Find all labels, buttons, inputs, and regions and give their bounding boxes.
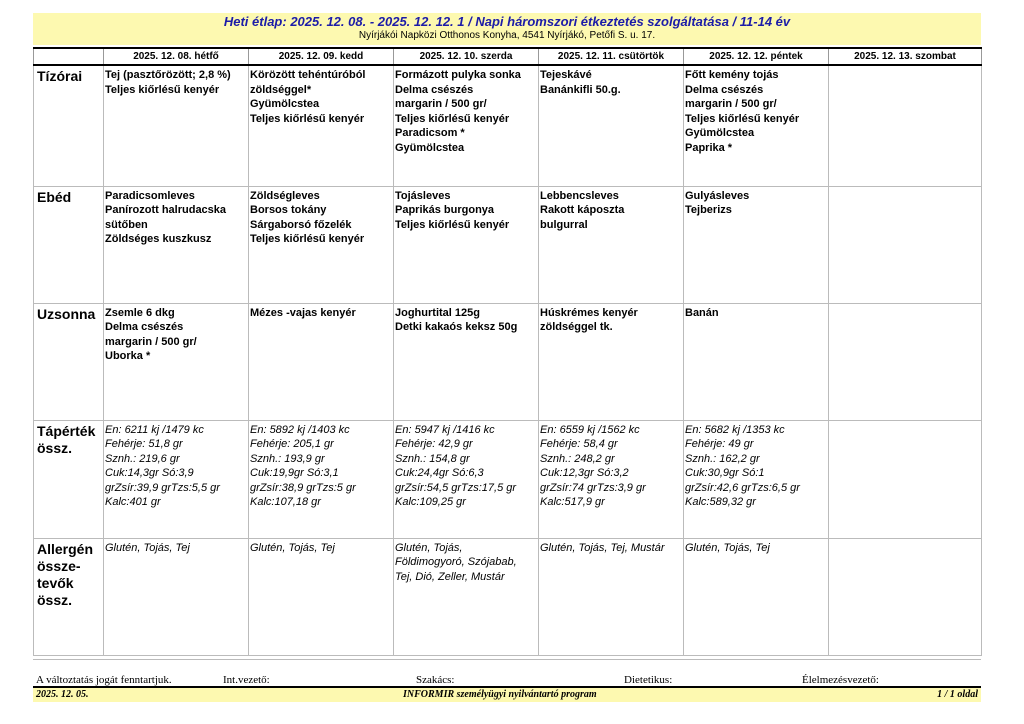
menu-item: Fehérje: 205,1 gr [250,438,334,451]
menu-cell [104,420,249,538]
menu-item: Sárgaborsó főzelék [250,218,352,231]
menu-cell [249,538,394,655]
menu-item: Tej (pasztőrözött; 2,8 %) [105,69,231,81]
menu-item: Banánkifli 50.g. [540,83,621,96]
menu-item: En: 6559 kj /1562 kc [540,423,640,436]
meal-label-line: tevők [37,574,74,591]
menu-item: Delma csészés [395,83,474,96]
menu-item: Sznh.: 154,8 gr [395,452,470,465]
menu-item: Húskrémes kenyér [540,306,638,319]
page-number: 1 / 1 oldal [937,689,978,700]
menu-item: Detki kakaós keksz 50g [395,321,518,334]
meal-label-line: Ebéd [37,188,72,205]
meal-label-line: Allergén [37,540,94,557]
menu-item: Fehérje: 58,4 gr [540,438,618,451]
meal-label-line: össz. [37,439,73,456]
menu-item: En: 5892 kj /1403 kc [250,423,350,436]
menu-item: En: 5682 kj /1353 kc [685,423,785,436]
menu-item: margarin / 500 gr/ [395,98,487,111]
menu-item: Teljes kiőrlésű kenyér [395,218,510,231]
menu-item: Cuk:12,3gr Só:3,2 [540,467,629,480]
menu-item: Joghurtital 125g [395,306,480,319]
menu-cell [539,303,684,420]
menu-item: margarin / 500 gr/ [685,98,777,111]
signature-divider [33,659,981,660]
day-header: 2025. 12. 10. szerda [394,48,539,65]
menu-cell [394,538,539,655]
meal-row-allergen [34,538,982,655]
day-header: 2025. 12. 11. csütörtök [539,48,684,65]
menu-item: Kalc:107,18 gr [250,496,321,509]
menu-item: Glutén, Tojás, Tej [105,541,190,554]
menu-cell [829,303,982,420]
menu-item: Fehérje: 49 gr [685,438,754,451]
menu-item: En: 6211 kj /1479 kc [105,423,204,436]
meal-label [34,420,104,538]
menu-item: Sznh.: 193,9 gr [250,452,325,465]
meal-row-tizorai [34,65,982,186]
menu-cell [539,538,684,655]
menu-cell [684,420,829,538]
menu-cell [104,65,249,186]
menu-item: Rakott káposzta [540,204,625,217]
menu-cell [394,186,539,303]
meal-label-line: Tízórai [37,68,83,84]
dietitian-signature-label: Dietetikus: [624,674,673,686]
menu-item: Paprika * [685,141,733,154]
menu-cell [104,186,249,303]
menu-item: Teljes kiőrlésű kenyér [685,112,800,125]
menu-cell [394,303,539,420]
menu-item: Tejberizs [685,204,732,217]
menu-item: Tojásleves [395,189,451,202]
menu-item: Cuk:14,3gr Só:3,9 [105,467,194,480]
menu-item: Teljes kiőrlésű kenyér [105,83,220,96]
print-date: 2025. 12. 05. [36,689,89,700]
meal-label [34,538,104,655]
menu-cell [394,420,539,538]
menu-item: Kalc:401 gr [105,496,161,509]
menu-item: Kalc:517,9 gr [540,496,605,509]
menu-item: zöldséggel tk. [540,321,613,334]
menu-item: Glutén, Tojás, Tej [250,541,335,554]
meal-label [34,65,104,186]
menu-item: Teljes kiőrlésű kenyér [395,112,510,125]
menu-item: Sznh.: 248,2 gr [540,452,615,465]
menu-item: margarin / 500 gr/ [105,335,197,348]
header-banner [33,13,981,45]
menu-item: Gulyásleves [685,189,750,202]
menu-item: Földimogyoró, Szójabab, [395,556,517,569]
menu-cell [829,65,982,186]
menu-item: Tej, Dió, Zeller, Mustár [395,570,505,583]
meal-label-line: Tápérték [37,422,96,439]
menu-cell [829,538,982,655]
menu-item: Paprikás burgonya [395,204,495,217]
menu-item: Uborka * [105,350,151,363]
menu-cell [539,420,684,538]
menu-item: Cuk:24,4gr Só:6,3 [395,467,484,480]
day-header: 2025. 12. 12. péntek [684,48,829,65]
menu-item: Panírozott halrudacska [105,204,227,217]
menu-item: sütőben [105,218,148,231]
menu-item: grZsír:38,9 grTzs:5 gr [250,481,356,494]
footer-bar [33,686,981,702]
menu-item: grZsír:42,6 grTzs:6,5 gr [685,481,800,494]
menu-item: Főtt kemény tojás [685,69,779,81]
day-header-row [34,48,982,65]
menu-item: Zsemle 6 dkg [105,306,175,319]
menu-cell [249,186,394,303]
menu-item: Tejeskávé [540,69,592,81]
menu-item: Sznh.: 219,6 gr [105,452,180,465]
meal-row-taperetek [34,420,982,538]
menu-item: Delma csészés [105,321,184,334]
menu-cell [249,303,394,420]
menu-item: Körözött tehéntúróból [250,69,366,81]
rights-note: A változtatás jogát fenntartjuk. [36,674,172,686]
menu-item: Gyümölcstea [250,98,320,111]
menu-item: Lebbencsleves [540,189,619,202]
day-header: 2025. 12. 08. hétfő [104,48,249,65]
meal-label-line: össz. [37,591,73,608]
menu-item: Borsos tokány [250,204,327,217]
corner-cell [34,48,104,65]
menu-item: Delma csészés [685,83,764,96]
menu-item: Paradicsomleves [105,189,195,202]
meal-label-line: össze- [37,557,81,574]
menu-item: Paradicsom * [395,127,465,140]
menu-item: Glutén, Tojás, Tej, Mustár [540,541,665,554]
menu-cell [684,303,829,420]
meal-label [34,186,104,303]
menu-cell [829,186,982,303]
menu-cell [684,65,829,186]
menu-item: grZsír:39,9 grTzs:5,5 gr [105,481,220,494]
menu-cell [829,420,982,538]
menu-item: Kalc:109,25 gr [395,496,466,509]
meal-row-uzsonna [34,303,982,420]
menu-cell [684,186,829,303]
menu-cell [104,303,249,420]
menu-item: bulgurral [540,218,588,231]
menu-item: Gyümölcstea [685,127,755,140]
menu-item: Mézes -vajas kenyér [250,306,356,319]
weekly-menu-table [33,47,982,656]
menu-title: Heti étlap: 2025. 12. 08. - 2025. 12. 12. 1 / Napi háromszori étkeztetés szolgáltatása / 11-14 év [223,14,791,29]
menu-cell [249,420,394,538]
menu-cell [104,538,249,655]
meal-label-line: Uzsonna [37,305,96,322]
menu-item: Cuk:19,9gr Só:3,1 [250,467,339,480]
menu-item: Glutén, Tojás, Tej [685,541,770,554]
menu-cell [539,186,684,303]
day-header: 2025. 12. 13. szombat [829,48,982,65]
manager-signature-label: Int.vezető: [223,674,270,686]
menu-cell [394,65,539,186]
menu-item: Gyümölcstea [395,141,465,154]
menu-cell [539,65,684,186]
menu-item: grZsír:54,5 grTzs:17,5 gr [395,481,517,494]
menu-item: Fehérje: 42,9 gr [395,438,473,451]
menu-item: Glutén, Tojás, [395,541,463,554]
menu-item: Fehérje: 51,8 gr [105,438,183,451]
menu-item: Zöldséges kuszkusz [105,233,212,246]
menu-item: Formázott pulyka sonka [395,69,521,81]
kitchen-address: Nyírjákói Napközi Otthonos Konyha, 4541 Nyírjákó, Petőfi S. u. 17. [358,30,656,41]
menu-cell [684,538,829,655]
meal-label [34,303,104,420]
menu-cell [249,65,394,186]
menu-item: Zöldségleves [250,189,320,202]
program-name: INFORMIR személyügyi nyilvántartó program [403,689,597,700]
menu-item: Teljes kiőrlésű kenyér [250,112,365,125]
menu-item: En: 5947 kj /1416 kc [395,423,495,436]
menu-item: Kalc:589,32 gr [685,496,756,509]
meal-row-ebed [34,186,982,303]
menu-item: Banán [685,306,719,319]
menu-item: grZsír:74 grTzs:3,9 gr [540,481,646,494]
menu-item: Teljes kiőrlésű kenyér [250,233,365,246]
menu-item: zöldséggel* [250,83,312,96]
cook-signature-label: Szakács: [416,674,455,686]
menu-item: Cuk:30,9gr Só:1 [685,467,765,480]
day-header: 2025. 12. 09. kedd [249,48,394,65]
food-manager-signature-label: Élelmezésvezető: [802,674,879,686]
menu-item: Sznh.: 162,2 gr [685,452,760,465]
